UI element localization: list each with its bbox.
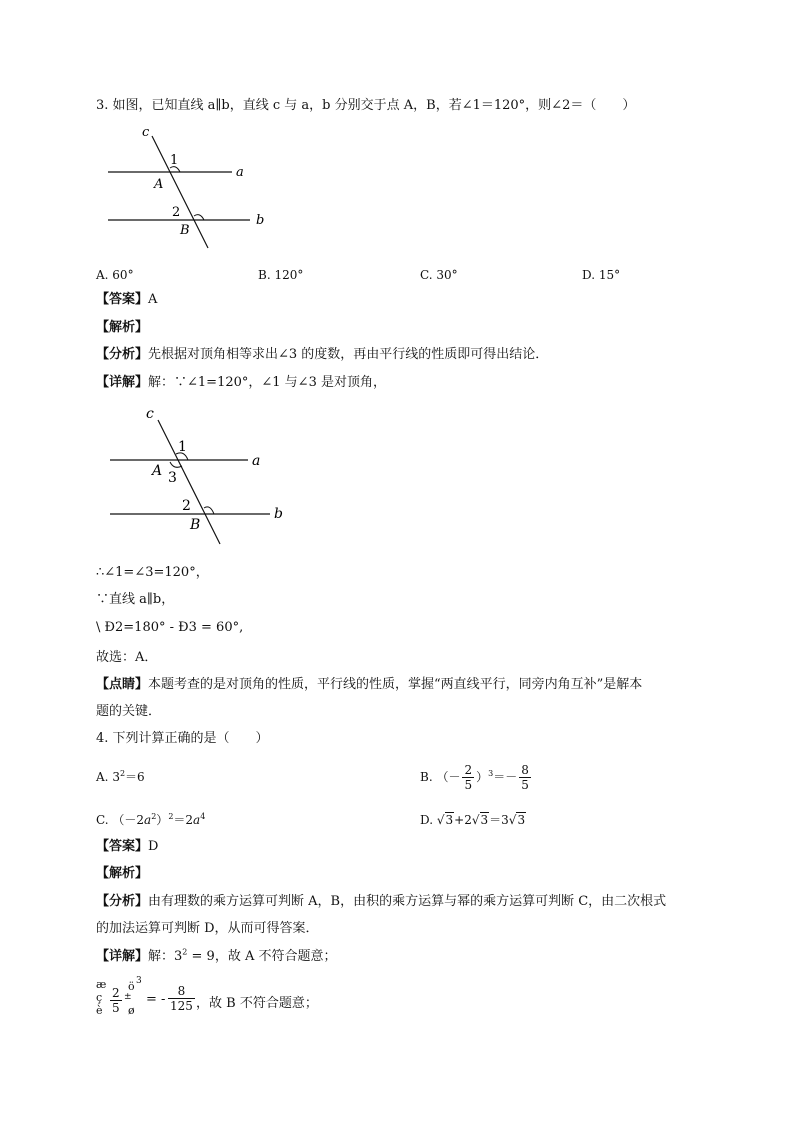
equals: ＝3 (489, 813, 509, 827)
q4-option-a (96, 767, 145, 787)
q3-dianjing (96, 675, 642, 695)
denominator: 5 (464, 778, 473, 792)
dianjing-tag: 【点睛】 (96, 677, 149, 692)
rest: ＝6 (125, 770, 145, 784)
label-1: 1 (178, 439, 187, 455)
fenxi-tag: 【分析】 (96, 347, 149, 362)
fenxi-tag: 【分析】 (96, 894, 149, 909)
bracket-bottom: è (96, 1004, 103, 1017)
fraction (110, 986, 122, 1015)
q3-option-d: D. 15° (582, 268, 621, 282)
angle-2-arc (194, 215, 204, 220)
sign-glyph: ± (124, 992, 132, 1002)
text: ＝2 (173, 813, 194, 827)
answer-tag: 【答案】 (96, 292, 149, 307)
q3-xiangjie (96, 373, 386, 393)
q3-stem: 3. 如图，已知直线 a∥b，直线 c 与 a，b 分别交于点 A，B，若∠1＝120°，则∠2＝（ ） (96, 98, 636, 113)
denominator: 5 (521, 778, 529, 792)
bracket-right-top: ö (128, 980, 135, 993)
angle-2-arc (204, 507, 214, 514)
q3-answer (96, 290, 157, 310)
numerator: 2 (464, 763, 473, 777)
exponent: 3 (136, 976, 142, 986)
label-B: B (180, 223, 190, 238)
q3-option-a: A. 60° (96, 268, 134, 282)
label-1: 1 (170, 153, 179, 168)
exponent: 2 (182, 947, 188, 957)
exponent: 2 (168, 812, 174, 821)
sqrt-sign: √ (436, 813, 445, 827)
label-b: b (256, 213, 265, 228)
bracket-mid: ç (96, 991, 103, 1004)
exponent: 2 (151, 812, 157, 821)
xiangjie-tag: 【详解】 (96, 375, 149, 390)
base: 3 (112, 770, 120, 784)
q4-option-b (420, 758, 533, 796)
q4-fenxi (96, 892, 666, 912)
text: （－2 (112, 813, 145, 827)
option-label: D. (420, 813, 434, 827)
q3-fenxi (96, 345, 548, 365)
result-fraction (519, 763, 531, 792)
fraction (462, 763, 474, 792)
q3-choose: 故选：A． (96, 650, 158, 665)
q3-step-2: ∵直线 a∥b， (96, 592, 175, 607)
label-a: a (236, 165, 244, 180)
equals: ＝－ (493, 770, 518, 784)
denominator: 125 (170, 999, 193, 1013)
analysis-tag: 【解析】 (96, 320, 149, 335)
variable: a (144, 813, 152, 827)
fenxi-text: 先根据对顶角相等求出∠3 的度数，再由平行线的性质即可得出结论． (148, 347, 549, 362)
numerator: 2 (112, 986, 120, 1000)
q4-answer (96, 837, 158, 857)
variable: a (193, 813, 201, 827)
q3-analysis-tag (96, 318, 148, 338)
xiangjie-text: 解：3 (148, 949, 183, 964)
label-A: A (154, 177, 164, 192)
option-label: C. (96, 813, 109, 827)
q4-option-d (420, 810, 526, 830)
label-2: 2 (182, 498, 191, 514)
answer-value: D (148, 839, 159, 854)
bracket-top: æ (96, 978, 107, 991)
exponent: 4 (200, 812, 206, 821)
q3-figure-2 (100, 404, 300, 552)
answer-value: A (148, 292, 158, 307)
exponent: 3 (488, 769, 494, 778)
label-a: a (252, 453, 261, 469)
sqrt-sign: √ (471, 813, 480, 827)
xiangjie-text: 解：∵∠1=120°，∠1 与∠3 是对顶角， (148, 375, 386, 390)
q3-figure-1 (100, 124, 280, 256)
label-B: B (190, 517, 201, 533)
paren-close: ） (476, 770, 489, 784)
q4-xiangjie (96, 947, 336, 967)
bracket-right-bottom: ø (128, 1004, 135, 1017)
dianjing-text-1: 本题考查的是对顶角的性质，平行线的性质，掌握“两直线平行，同旁内角互补”是解本 (148, 677, 643, 692)
xiangjie-tag: 【详解】 (96, 949, 149, 964)
analysis-tag: 【解析】 (96, 866, 149, 881)
label-2: 2 (172, 205, 181, 220)
radicand: 3 (517, 813, 526, 827)
q4-analysis-tag (96, 864, 148, 884)
q4-fenxi-cont: 的加法运算可判断 D，从而可得答案． (96, 921, 319, 936)
answer-tag: 【答案】 (96, 839, 149, 854)
label-3: 3 (168, 470, 177, 486)
radicand: 3 (480, 813, 489, 827)
q4-stem: 4. 下列计算正确的是（ ） (96, 731, 269, 746)
denominator: 5 (112, 1001, 120, 1015)
q4-option-c (96, 810, 205, 830)
label-c: c (146, 406, 154, 422)
q3-step-3: \ Ð2=180° - Ð3 = 60°, (96, 620, 244, 635)
label-A: A (152, 463, 163, 479)
fenxi-text-1: 由有理数的乘方运算可判断 A，B，由积的乘方运算与幂的乘方运算可判断 C，由二次根式 (148, 894, 667, 909)
text: ） (156, 813, 169, 827)
numerator: 8 (521, 763, 529, 777)
paren-open: （－ (436, 770, 461, 784)
q3-option-b: B. 120° (258, 268, 304, 282)
option-label: A. (96, 770, 109, 784)
label-c: c (142, 125, 150, 140)
numerator: 8 (168, 984, 195, 999)
equals: = - (146, 992, 166, 1007)
exponent: 2 (119, 769, 126, 778)
plus: +2 (454, 813, 472, 827)
radicand: 3 (445, 813, 454, 827)
q3-option-c: C. 30° (420, 268, 458, 282)
result-fraction (168, 984, 195, 1013)
q3-step-1: ∴∠1=∠3=120°， (96, 565, 209, 580)
option-label: B. (420, 770, 433, 784)
conclusion: ，故 B 不符合题意； (196, 996, 318, 1011)
sqrt-sign: √ (508, 813, 517, 827)
q3-dianjing-cont: 题的关键． (96, 704, 162, 719)
xiangjie-text-post: = 9，故 A 不符合题意； (187, 949, 337, 964)
label-b: b (274, 506, 283, 522)
